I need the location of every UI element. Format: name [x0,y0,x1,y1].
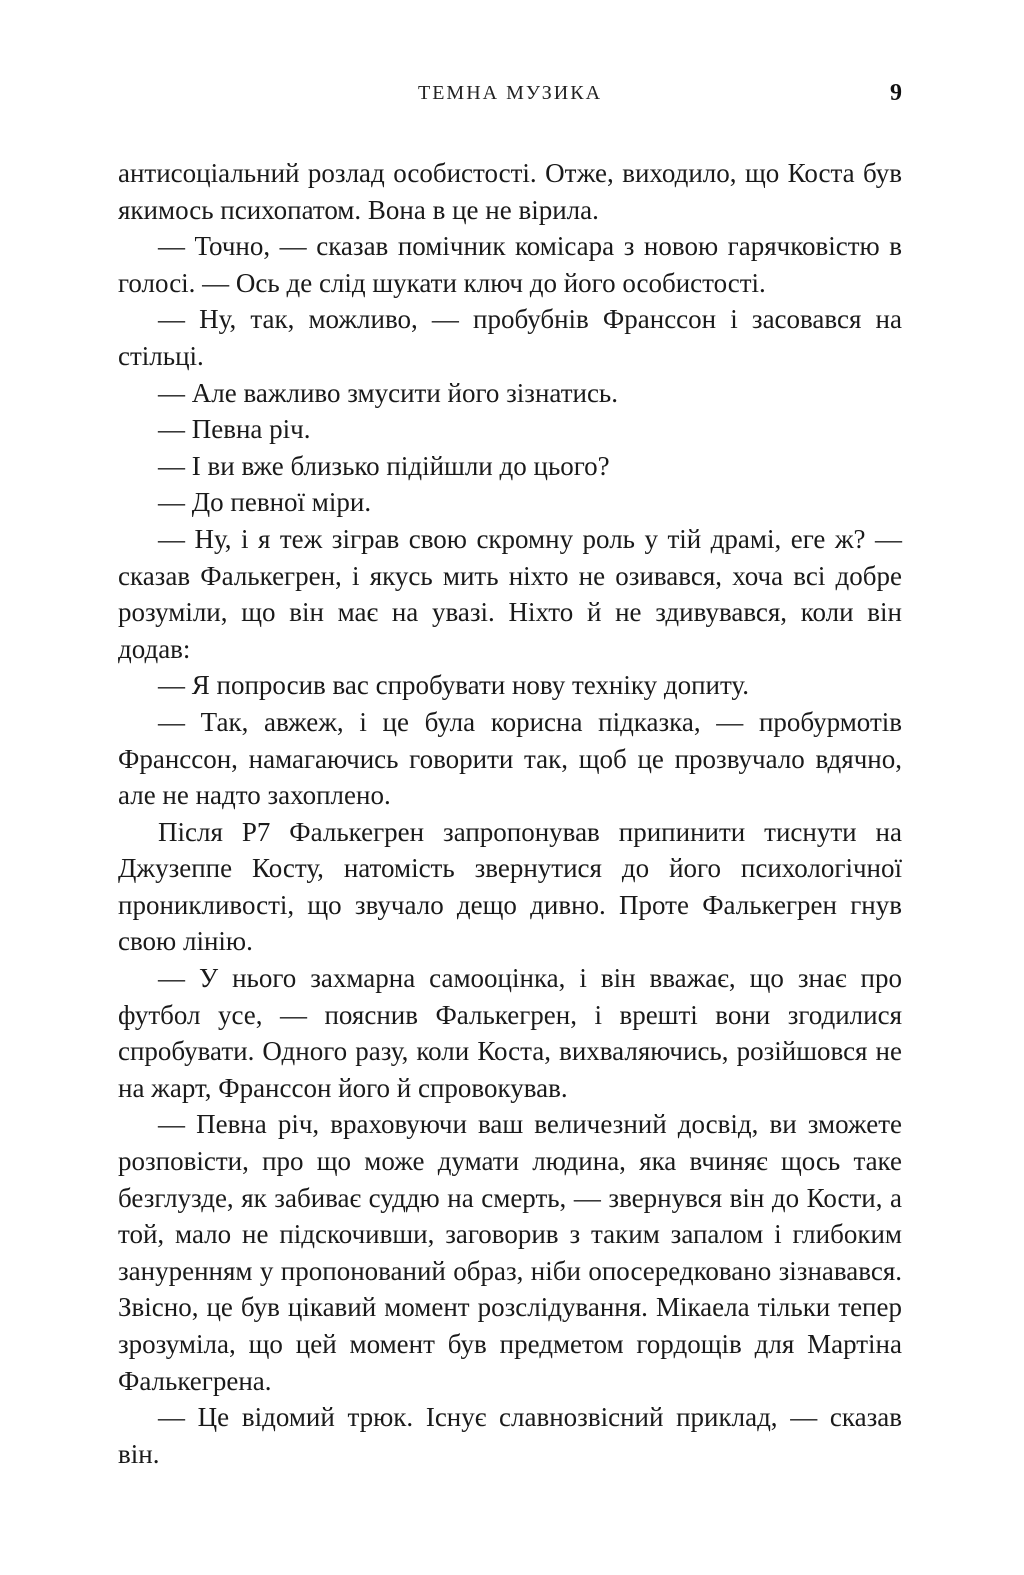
paragraph-dialogue: — Певна річ, враховуючи ваш величезний досвід, ви зможете розповісти, про що може думати людина, яка вчиняє щось таке безглузде, як забиває суддю на смерть, — звернувся він до Кости, а той, мало не підскочивши, заговорив з таким запалом і глибоким зануренням у пропонований образ, ніби опосередковано зізнавався. Звісно, це був цікавий момент розслідування. Мікаела тільки тепер зрозуміла, що цей момент був предметом гордощів для Мартіна Фалькегрена. [118,1109,902,1396]
paragraph-dialogue: — У нього захмарна самооцінка, і він вважає, що знає про футбол усе, — пояснив Фалькегрен, і врешті вони згодилися спробувати. Одного разу, коли Коста, вихваляючись, розійшовся не на жарт, Франссон його й спровокував. [118,963,902,1103]
paragraph-narrative: Після Р7 Фалькегрен запропонував припинити тиснути на Джузеппе Косту, натомість звернутися до його психологічної проникливості, що звучало дещо дивно. Проте Фалькегрен гнув свою лінію. [118,816,902,957]
paragraph-dialogue: — Певна річ. [158,414,311,445]
paragraph-dialogue: — До певної міри. [158,487,372,518]
paragraph-dialogue: — І ви вже близько підійшли до цього? [158,450,610,481]
body-text [118,155,902,1472]
paragraph-continuation: антисоціальний розлад особистості. Отже, виходило, що Коста був якимось психопатом. Вона в це не вірила. [118,158,902,225]
page-number: 9 [890,80,902,106]
paragraph-dialogue: — Але важливо змусити його зізнатись. [158,377,618,408]
running-title: ТЕМНА МУЗИКА [417,82,603,104]
paragraph-dialogue: — Я попросив вас спробувати нову техніку допиту. [158,670,749,701]
paragraph-dialogue: — Ну, і я теж зіграв свою скромну роль у тій драмі, еге ж? — сказав Фалькегрен, і якусь мить ніхто не озивався, хоча всі добре розуміли, що він має на увазі. Ніхто й не здивувався, коли він додав: [118,523,902,664]
paragraph-dialogue: — Так, авжеж, і це була корисна підказка, — пробурмотів Франссон, намагаючись говорити так, щоб це прозвучало вдячно, але не надто захоплено. [118,706,902,811]
paragraph-dialogue: — Це відомий трюк. Існує славнозвісний приклад, — сказав він. [118,1402,902,1469]
paragraph-dialogue: — Точно, — сказав помічник комісара з новою гарячковістю в голосі. — Ось де слід шукати ключ до його особистості. [118,231,902,298]
paragraph-dialogue: — Ну, так, можливо, — пробубнів Франссон і засовався на стільці. [118,304,902,371]
running-head [118,80,902,110]
